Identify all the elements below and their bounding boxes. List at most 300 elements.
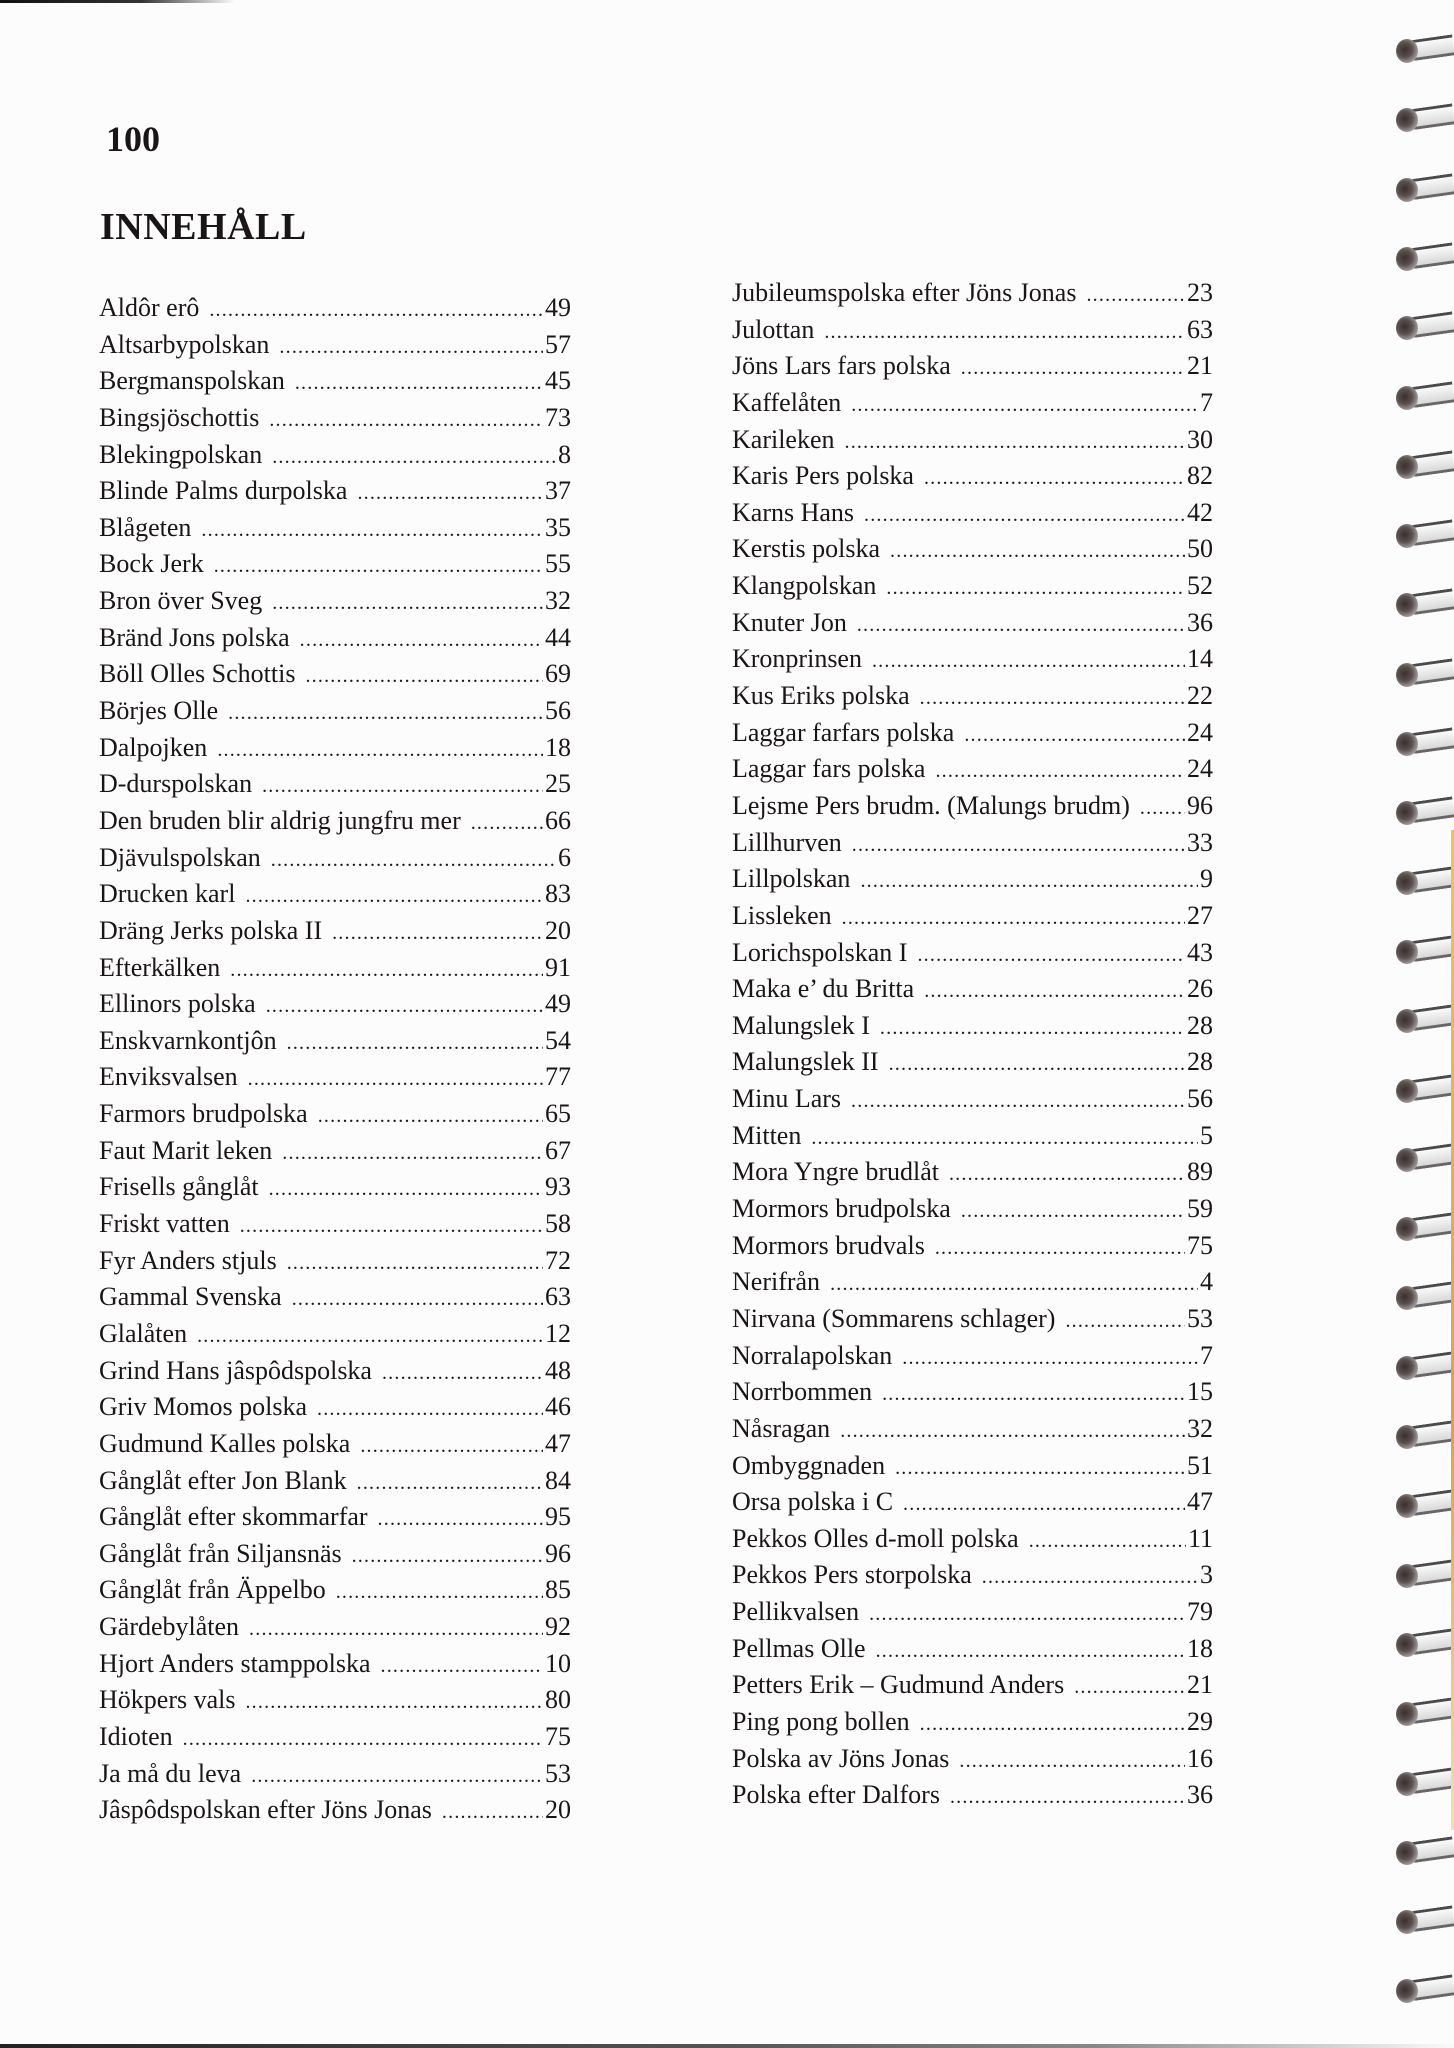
toc-entry-leader-dots bbox=[889, 1046, 1185, 1082]
toc-entry-page-number: 36 bbox=[1187, 607, 1213, 637]
toc-entry bbox=[99, 1756, 571, 1793]
toc-entry bbox=[732, 495, 1213, 532]
toc-entry-leader-dots bbox=[357, 1465, 543, 1501]
toc-entry-leader-dots bbox=[842, 900, 1185, 936]
toc-entry-page-number: 92 bbox=[545, 1612, 571, 1642]
toc-entry-title: Jâspôdspolskan efter Jöns Jonas bbox=[99, 1795, 432, 1825]
toc-entry-title: Gånglåt efter Jon Blank bbox=[99, 1465, 347, 1495]
toc-entry-leader-dots bbox=[840, 1413, 1185, 1449]
toc-entry-leader-dots bbox=[824, 314, 1185, 350]
toc-entry-title: Polska av Jöns Jonas bbox=[732, 1743, 950, 1773]
toc-entry bbox=[732, 1521, 1213, 1558]
toc-entry-page-number: 63 bbox=[1187, 314, 1213, 344]
toc-entry-leader-dots bbox=[442, 1794, 543, 1830]
spiral-ring-icon bbox=[1396, 1490, 1454, 1518]
toc-entry-title: Hökpers vals bbox=[99, 1685, 236, 1715]
toc-entry-title: Petters Erik – Gudmund Anders bbox=[732, 1670, 1065, 1700]
toc-entry-leader-dots bbox=[903, 1486, 1185, 1522]
toc-entry bbox=[732, 1484, 1213, 1521]
spiral-ring-icon bbox=[1396, 1352, 1454, 1380]
toc-entry-leader-dots bbox=[305, 658, 543, 694]
toc-entry-title: Frisells gånglåt bbox=[99, 1172, 259, 1202]
toc-entry bbox=[99, 473, 571, 510]
toc-entry-title: Norralapolskan bbox=[732, 1340, 893, 1370]
toc-entry-page-number: 21 bbox=[1187, 1670, 1213, 1700]
spiral-ring-icon bbox=[1396, 1768, 1454, 1796]
toc-entry-page-number: 91 bbox=[545, 952, 571, 982]
toc-entry-page-number: 20 bbox=[545, 915, 571, 945]
toc-entry-page-number: 93 bbox=[545, 1172, 571, 1202]
spiral-ring-icon bbox=[1396, 520, 1454, 548]
toc-entry-leader-dots bbox=[924, 460, 1185, 496]
toc-entry-leader-dots bbox=[251, 1758, 543, 1794]
toc-entry bbox=[99, 766, 571, 803]
toc-entry-page-number: 26 bbox=[1187, 974, 1213, 1004]
toc-entry-page-number: 7 bbox=[1200, 1340, 1213, 1370]
toc-entry bbox=[99, 840, 571, 877]
toc-entry bbox=[732, 678, 1213, 715]
toc-entry-page-number: 11 bbox=[1187, 1523, 1213, 1553]
toc-entry-leader-dots bbox=[336, 1574, 543, 1610]
toc-entry-title: Bingsjöschottis bbox=[99, 402, 260, 432]
spiral-ring-icon bbox=[1396, 1144, 1454, 1172]
toc-entry-title: Karis Pers polska bbox=[732, 461, 914, 491]
toc-entry bbox=[99, 986, 571, 1023]
toc-entry-title: Polska efter Dalfors bbox=[732, 1780, 940, 1810]
toc-entry bbox=[732, 531, 1213, 568]
toc-entry bbox=[732, 935, 1213, 972]
spiral-ring-icon bbox=[1396, 1975, 1454, 2003]
toc-entry-title: Pellmas Olle bbox=[732, 1633, 866, 1663]
toc-entry-title: Kronprinsen bbox=[732, 644, 862, 674]
toc-entry-page-number: 35 bbox=[545, 512, 571, 542]
toc-entry-page-number: 18 bbox=[545, 732, 571, 762]
toc-entry-page-number: 53 bbox=[1187, 1303, 1213, 1333]
toc-entry bbox=[732, 641, 1213, 678]
toc-entry-leader-dots bbox=[872, 643, 1185, 679]
toc-entry-page-number: 57 bbox=[545, 329, 571, 359]
toc-entry-leader-dots bbox=[902, 1340, 1198, 1376]
toc-entry-title: Fyr Anders stjuls bbox=[99, 1245, 277, 1275]
toc-entry bbox=[99, 1536, 571, 1573]
toc-entry-leader-dots bbox=[271, 842, 556, 878]
toc-entry-leader-dots bbox=[949, 1156, 1185, 1192]
toc-entry-title: Aldôr erô bbox=[99, 293, 200, 322]
toc-entry-page-number: 33 bbox=[1187, 827, 1213, 857]
toc-entry-page-number: 14 bbox=[1187, 644, 1213, 674]
toc-entry-leader-dots bbox=[982, 1559, 1198, 1595]
toc-entry-title: Bränd Jons polska bbox=[99, 622, 290, 652]
toc-entry-leader-dots bbox=[230, 952, 543, 988]
toc-entry-title: Den bruden blir aldrig jungfru mer bbox=[99, 805, 461, 835]
toc-entry-leader-dots bbox=[217, 732, 543, 768]
toc-entry-title: Gånglåt efter skommarfar bbox=[99, 1502, 368, 1532]
toc-entry-leader-dots bbox=[272, 439, 556, 475]
spiral-ring-icon bbox=[1396, 1560, 1454, 1588]
spiral-ring-icon bbox=[1396, 797, 1454, 825]
toc-entry-title: Laggar fars polska bbox=[732, 754, 926, 784]
toc-entry-leader-dots bbox=[851, 387, 1198, 423]
toc-entry-page-number: 30 bbox=[1187, 424, 1213, 454]
toc-entry bbox=[99, 1463, 571, 1500]
toc-entry-page-number: 18 bbox=[1187, 1633, 1213, 1663]
toc-entry-title: Gånglåt från Siljansnäs bbox=[99, 1538, 342, 1568]
toc-entry bbox=[732, 275, 1213, 312]
toc-entry-page-number: 73 bbox=[545, 402, 571, 432]
toc-entry bbox=[99, 1023, 571, 1060]
toc-entry-title: Gånglåt från Äppelbo bbox=[99, 1575, 326, 1605]
toc-entry-page-number: 32 bbox=[545, 586, 571, 616]
toc-entry-page-number: 36 bbox=[1187, 1780, 1213, 1810]
toc-entry-leader-dots bbox=[935, 753, 1185, 789]
toc-entry bbox=[732, 1374, 1213, 1411]
toc-entry-leader-dots bbox=[357, 475, 543, 511]
toc-entry-leader-dots bbox=[1086, 277, 1185, 313]
toc-entry-page-number: 24 bbox=[1187, 754, 1213, 784]
toc-entry-title: Ellinors polska bbox=[99, 989, 256, 1019]
toc-entry-title: D-durspolskan bbox=[99, 769, 253, 799]
toc-entry bbox=[732, 1448, 1213, 1485]
toc-entry-page-number: 56 bbox=[545, 696, 571, 726]
toc-entry bbox=[99, 1133, 571, 1170]
toc-entry-page-number: 52 bbox=[1187, 571, 1213, 601]
toc-entry bbox=[99, 730, 571, 767]
toc-entry-title: Kus Eriks polska bbox=[732, 681, 910, 711]
toc-entry-page-number: 6 bbox=[558, 842, 571, 872]
toc-entry-leader-dots bbox=[272, 585, 543, 621]
toc-entry-title: Julottan bbox=[732, 314, 815, 344]
toc-entry bbox=[732, 751, 1213, 788]
toc-entry-title: Dräng Jerks polska II bbox=[99, 915, 323, 945]
toc-entry-page-number: 83 bbox=[545, 879, 571, 909]
toc-entry-title: Dalpojken bbox=[99, 732, 208, 762]
toc-entry-leader-dots bbox=[287, 1245, 543, 1281]
toc-entry bbox=[732, 1557, 1213, 1594]
toc-entry-page-number: 89 bbox=[1187, 1157, 1213, 1187]
toc-entry-title: Glalåten bbox=[99, 1318, 188, 1348]
toc-entry-title: Pellikvalsen bbox=[732, 1597, 860, 1627]
toc-entry-title: Börjes Olle bbox=[99, 696, 219, 726]
toc-entry-title: Bergmanspolskan bbox=[99, 366, 285, 396]
toc-entry bbox=[732, 1667, 1213, 1704]
toc-entry-title: Nåsragan bbox=[732, 1413, 831, 1443]
toc-entry-leader-dots bbox=[248, 1061, 543, 1097]
toc-entry-title: Lorichspolskan I bbox=[732, 937, 908, 967]
toc-entry-title: Ping pong bollen bbox=[732, 1706, 910, 1736]
toc-entry-leader-dots bbox=[209, 292, 543, 328]
toc-entry-page-number: 32 bbox=[1187, 1413, 1213, 1443]
toc-entry-leader-dots bbox=[269, 402, 543, 438]
spiral-ring-icon bbox=[1396, 1629, 1454, 1657]
toc-entry-leader-dots bbox=[830, 1266, 1198, 1302]
toc-entry-leader-dots bbox=[300, 622, 543, 658]
toc-entry-leader-dots bbox=[287, 1025, 543, 1061]
toc-entry-title: Bron över Sveg bbox=[99, 586, 263, 616]
toc-entry-page-number: 47 bbox=[1187, 1487, 1213, 1517]
page-edge-bottom bbox=[0, 2044, 1454, 2048]
toc-entry-page-number: 15 bbox=[1187, 1377, 1213, 1407]
spiral-ring-icon bbox=[1396, 1837, 1454, 1865]
toc-entry bbox=[732, 348, 1213, 385]
toc-entry-title: Nirvana (Sommarens schlager) bbox=[732, 1303, 1056, 1333]
toc-entry-page-number: 16 bbox=[1187, 1743, 1213, 1773]
toc-entry-leader-dots bbox=[860, 863, 1198, 899]
toc-entry-page-number: 24 bbox=[1187, 717, 1213, 747]
toc-entry-title: Efterkälken bbox=[99, 952, 221, 982]
toc-entry-page-number: 5 bbox=[1200, 1120, 1213, 1150]
toc-entry bbox=[732, 898, 1213, 935]
toc-entry-title: Altsarbypolskan bbox=[99, 329, 270, 359]
toc-entry-page-number: 82 bbox=[1187, 461, 1213, 491]
spiral-ring-icon bbox=[1396, 312, 1454, 340]
toc-entry-leader-dots bbox=[352, 1538, 543, 1574]
spiral-ring-icon bbox=[1396, 728, 1454, 756]
toc-entry-page-number: 25 bbox=[545, 769, 571, 799]
toc-entry-title: Grind Hans jâspôdspolska bbox=[99, 1355, 372, 1385]
toc-entry-leader-dots bbox=[382, 1355, 543, 1391]
toc-entry-title: Kerstis polska bbox=[732, 534, 881, 564]
toc-entry bbox=[99, 1206, 571, 1243]
toc-entry-title: Pekkos Pers storpolska bbox=[732, 1560, 972, 1590]
toc-entry-leader-dots bbox=[1029, 1523, 1186, 1559]
toc-entry-leader-dots bbox=[381, 1648, 543, 1684]
toc-entry-title: Griv Momos polska bbox=[99, 1392, 307, 1422]
toc-column-left bbox=[99, 290, 571, 1829]
toc-entry-leader-dots bbox=[214, 548, 543, 584]
toc-entry-leader-dots bbox=[964, 717, 1185, 753]
toc-column-right bbox=[732, 275, 1213, 1814]
toc-entry-leader-dots bbox=[876, 1633, 1185, 1669]
toc-entry bbox=[732, 1118, 1213, 1155]
toc-entry-title: Friskt vatten bbox=[99, 1209, 230, 1239]
toc-entry bbox=[99, 950, 571, 987]
toc-entry bbox=[732, 312, 1213, 349]
toc-entry-leader-dots bbox=[183, 1721, 543, 1757]
toc-entry-page-number: 77 bbox=[545, 1062, 571, 1092]
toc-entry-page-number: 8 bbox=[558, 439, 571, 469]
toc-entry bbox=[99, 1316, 571, 1353]
toc-entry-page-number: 67 bbox=[545, 1135, 571, 1165]
toc-entry-title: Jöns Lars fars polska bbox=[732, 351, 951, 381]
toc-entry bbox=[99, 1719, 571, 1756]
toc-entry-page-number: 27 bbox=[1187, 900, 1213, 930]
page-number: 100 bbox=[106, 119, 160, 159]
toc-entry-page-number: 85 bbox=[545, 1575, 571, 1605]
toc-entry-title: Farmors brudpolska bbox=[99, 1099, 308, 1129]
toc-entry-page-number: 37 bbox=[545, 476, 571, 506]
toc-entry-page-number: 45 bbox=[545, 366, 571, 396]
toc-entry bbox=[99, 400, 571, 437]
toc-entry bbox=[99, 1096, 571, 1133]
toc-entry-page-number: 42 bbox=[1187, 497, 1213, 527]
toc-entry-title: Orsa polska i C bbox=[732, 1487, 894, 1517]
toc-entry-title: Idioten bbox=[99, 1721, 173, 1751]
toc-entry-page-number: 46 bbox=[545, 1392, 571, 1422]
toc-entry bbox=[732, 1411, 1213, 1448]
toc-entry-leader-dots bbox=[262, 768, 543, 804]
toc-entry-leader-dots bbox=[282, 1135, 543, 1171]
spiral-ring-icon bbox=[1396, 659, 1454, 687]
toc-entry bbox=[732, 1741, 1213, 1778]
toc-entry bbox=[732, 1081, 1213, 1118]
toc-entry-title: Knuter Jon bbox=[732, 607, 847, 637]
toc-entry-title: Malungslek I bbox=[732, 1010, 870, 1040]
toc-entry bbox=[732, 605, 1213, 642]
spiral-ring-icon bbox=[1396, 104, 1454, 132]
toc-entry-page-number: 56 bbox=[1187, 1084, 1213, 1114]
toc-entry bbox=[732, 568, 1213, 605]
toc-entry-leader-dots bbox=[279, 329, 543, 365]
toc-entry bbox=[732, 861, 1213, 898]
toc-entry bbox=[732, 715, 1213, 752]
toc-entry-page-number: 9 bbox=[1200, 864, 1213, 894]
toc-entry-leader-dots bbox=[1065, 1303, 1185, 1339]
spiral-ring-icon bbox=[1396, 936, 1454, 964]
toc-entry-page-number: 66 bbox=[545, 805, 571, 835]
toc-entry-leader-dots bbox=[197, 1318, 543, 1354]
toc-entry-page-number: 53 bbox=[545, 1758, 571, 1788]
toc-entry-leader-dots bbox=[924, 973, 1185, 1009]
toc-entry-page-number: 7 bbox=[1200, 387, 1213, 417]
toc-entry-leader-dots bbox=[890, 533, 1185, 569]
toc-entry bbox=[99, 1353, 571, 1390]
toc-entry-title: Klangpolskan bbox=[732, 571, 877, 601]
toc-entry-page-number: 75 bbox=[1187, 1230, 1213, 1260]
toc-entry-leader-dots bbox=[935, 1230, 1185, 1266]
toc-entry-page-number: 28 bbox=[1187, 1047, 1213, 1077]
toc-entry-page-number: 49 bbox=[545, 293, 571, 322]
toc-entry bbox=[99, 1169, 571, 1206]
toc-entry bbox=[99, 803, 571, 840]
toc-entry bbox=[732, 1191, 1213, 1228]
toc-entry-leader-dots bbox=[245, 878, 543, 914]
page-edge-top bbox=[0, 0, 235, 3]
toc-entry bbox=[99, 1059, 571, 1096]
toc-entry-title: Mora Yngre brudlåt bbox=[732, 1157, 939, 1187]
toc-entry bbox=[732, 1594, 1213, 1631]
toc-entry-title: Laggar farfars polska bbox=[732, 717, 955, 747]
toc-entry bbox=[99, 913, 571, 950]
toc-entry-title: Minu Lars bbox=[732, 1084, 842, 1114]
toc-entry-page-number: 84 bbox=[545, 1465, 571, 1495]
toc-entry-title: Blekingpolskan bbox=[99, 439, 263, 469]
toc-entry-leader-dots bbox=[895, 1450, 1185, 1486]
spiral-ring-icon bbox=[1396, 1005, 1454, 1033]
toc-entry-leader-dots bbox=[961, 350, 1185, 386]
toc-entry bbox=[732, 1338, 1213, 1375]
spiral-ring-icon bbox=[1396, 1075, 1454, 1103]
spiral-ring-icon bbox=[1396, 867, 1454, 895]
toc-entry bbox=[732, 1264, 1213, 1301]
toc-entry-title: Pekkos Olles d-moll polska bbox=[732, 1523, 1019, 1553]
spiral-ring-icon bbox=[1396, 1282, 1454, 1310]
toc-entry bbox=[732, 458, 1213, 495]
toc-entry bbox=[99, 1279, 571, 1316]
toc-entry-leader-dots bbox=[360, 1428, 543, 1464]
toc-entry bbox=[99, 327, 571, 364]
spiral-ring-icon bbox=[1396, 382, 1454, 410]
toc-entry-page-number: 65 bbox=[545, 1099, 571, 1129]
toc-entry-leader-dots bbox=[852, 827, 1185, 863]
toc-entry bbox=[732, 1044, 1213, 1081]
toc-entry-page-number: 48 bbox=[545, 1355, 571, 1385]
toc-entry-title: Mitten bbox=[732, 1120, 802, 1150]
toc-entry-leader-dots bbox=[886, 570, 1185, 606]
toc-entry-page-number: 63 bbox=[545, 1282, 571, 1312]
toc-entry-page-number: 44 bbox=[545, 622, 571, 652]
toc-entry bbox=[732, 1154, 1213, 1191]
toc-entry bbox=[99, 583, 571, 620]
toc-entry-title: Lillpolskan bbox=[732, 864, 851, 894]
toc-entry-title: Blågeten bbox=[99, 512, 192, 542]
toc-entry-title: Blinde Palms durpolska bbox=[99, 476, 348, 506]
toc-entry bbox=[99, 290, 571, 327]
toc-entry-page-number: 20 bbox=[545, 1795, 571, 1825]
toc-entry-title: Maka e’ du Britta bbox=[732, 974, 915, 1004]
spiral-ring-icon bbox=[1396, 35, 1454, 63]
toc-entry bbox=[732, 385, 1213, 422]
toc-entry-title: Djävulspolskan bbox=[99, 842, 261, 872]
toc-entry-page-number: 47 bbox=[545, 1428, 571, 1458]
toc-entry-leader-dots bbox=[869, 1596, 1185, 1632]
spiral-ring-icon bbox=[1396, 589, 1454, 617]
toc-entry-title: Kaffelåten bbox=[732, 387, 842, 417]
toc-entry-title: Gammal Svenska bbox=[99, 1282, 282, 1312]
toc-entry-page-number: 12 bbox=[545, 1318, 571, 1348]
toc-entry-title: Enviksvalsen bbox=[99, 1062, 238, 1092]
toc-entry-title: Nerifrån bbox=[732, 1267, 821, 1297]
toc-entry bbox=[99, 437, 571, 474]
toc-entry bbox=[99, 546, 571, 583]
spiral-ring-icon bbox=[1396, 1698, 1454, 1726]
toc-entry-page-number: 49 bbox=[545, 989, 571, 1019]
toc-entry-title: Ja må du leva bbox=[99, 1758, 242, 1788]
spiral-binding bbox=[1364, 0, 1454, 2048]
toc-entry-leader-dots bbox=[318, 1098, 543, 1134]
toc-entry bbox=[732, 1704, 1213, 1741]
toc-entry-title: Hjort Anders stamppolska bbox=[99, 1648, 371, 1678]
toc-entry-leader-dots bbox=[845, 424, 1185, 460]
toc-entry-leader-dots bbox=[228, 695, 543, 731]
toc-entry-page-number: 3 bbox=[1200, 1560, 1213, 1590]
toc-entry bbox=[99, 1609, 571, 1646]
toc-entry-title: Enskvarnkontjôn bbox=[99, 1025, 277, 1055]
page-title: INNEHÅLL bbox=[100, 206, 307, 248]
toc-entry bbox=[732, 788, 1213, 825]
toc-entry-page-number: 51 bbox=[1187, 1450, 1213, 1480]
toc-entry-title: Karileken bbox=[732, 424, 835, 454]
toc-entry-leader-dots bbox=[1074, 1669, 1185, 1705]
toc-entry-leader-dots bbox=[317, 1391, 543, 1427]
toc-entry bbox=[732, 1008, 1213, 1045]
toc-entry-page-number: 4 bbox=[1200, 1267, 1213, 1297]
toc-entry-title: Norrbommen bbox=[732, 1377, 873, 1407]
toc-entry-leader-dots bbox=[880, 1010, 1185, 1046]
toc-entry bbox=[99, 693, 571, 730]
toc-entry-page-number: 55 bbox=[545, 549, 571, 579]
toc-entry-leader-dots bbox=[266, 988, 543, 1024]
toc-entry-page-number: 79 bbox=[1187, 1597, 1213, 1627]
toc-entry-title: Gudmund Kalles polska bbox=[99, 1428, 351, 1458]
toc-entry-leader-dots bbox=[857, 607, 1185, 643]
toc-entry bbox=[99, 1682, 571, 1719]
spiral-ring-icon bbox=[1396, 1213, 1454, 1241]
toc-entry bbox=[99, 1792, 571, 1829]
toc-entry-leader-dots bbox=[917, 937, 1185, 973]
toc-entry-page-number: 95 bbox=[545, 1502, 571, 1532]
toc-entry bbox=[99, 876, 571, 913]
toc-entry-title: Lissleken bbox=[732, 900, 832, 930]
